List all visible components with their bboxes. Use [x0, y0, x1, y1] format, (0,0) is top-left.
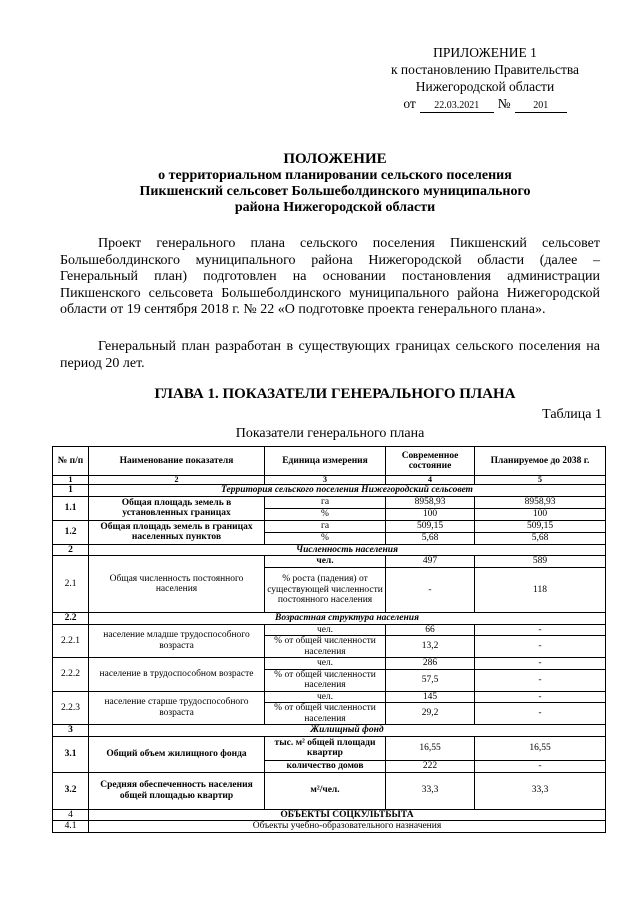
column-number-row	[53, 476, 606, 485]
planned-cell: -	[475, 636, 606, 658]
row-name: Общая площадь земель в границах населенных пунктов	[89, 520, 265, 544]
section-num: 2.2	[53, 613, 89, 625]
planned-cell: -	[475, 703, 606, 725]
current-cell: 57,5	[386, 669, 475, 691]
planned-cell: 118	[475, 568, 606, 613]
paragraph-1-text: Проект генерального плана сельского поселения Пикшенский сельсовет Большеболдинского муниципального района Нижегородской области (далее – Генеральный план) подготовлен на основании постановления администрации Пикшенского сельсовета Большеболдинского муниципального района Нижегородской области от 19 сентября 2018 г. № 22 «О подготовке проекта генерального плана».	[60, 236, 600, 317]
current-cell: 509,15	[386, 520, 475, 532]
current-cell: 286	[386, 658, 475, 670]
table-row	[53, 658, 606, 670]
current-cell: 5,68	[386, 532, 475, 544]
current-cell: 66	[386, 624, 475, 636]
header-unit: Единица измерения	[265, 447, 386, 476]
planned-cell: -	[475, 760, 606, 772]
current-cell: 497	[386, 556, 475, 568]
section-num: 2	[53, 544, 89, 556]
table-number: Таблица 1	[542, 407, 602, 422]
col-number: 3	[265, 476, 386, 485]
unit-cell: %	[265, 508, 386, 520]
current-cell: 29,2	[386, 703, 475, 725]
table-header-row	[53, 447, 606, 476]
paragraph-2	[60, 339, 600, 372]
section-title: Территория сельского поселения Нижегородский сельсовет	[89, 485, 606, 497]
table-row	[53, 520, 606, 532]
col-number: 2	[89, 476, 265, 485]
current-cell: 8958,93	[386, 496, 475, 508]
planned-cell: 16,55	[475, 736, 606, 760]
table-row	[53, 556, 606, 568]
planned-cell: 33,3	[475, 772, 606, 809]
title-line: Пикшенский сельсовет Большеболдинского муниципального	[139, 184, 531, 199]
planned-cell: -	[475, 658, 606, 670]
appendix-title: ПРИЛОЖЕНИЕ 1	[433, 45, 537, 60]
appendix-date-number	[340, 95, 630, 113]
current-cell: 33,3	[386, 772, 475, 809]
number-sign: №	[497, 96, 511, 111]
appendix-date: 22.03.2021	[420, 100, 494, 113]
planned-cell: -	[475, 624, 606, 636]
section-title: Объекты учебно-образовательного назначения	[89, 821, 606, 833]
appendix-block	[340, 44, 630, 113]
current-cell: -	[386, 568, 475, 613]
unit-cell: чел.	[265, 691, 386, 703]
planned-cell: 100	[475, 508, 606, 520]
paragraph-1	[60, 236, 600, 319]
row-num: 2.2.2	[53, 658, 89, 692]
row-num: 1.1	[53, 496, 89, 520]
row-name: население в трудоспособном возрасте	[89, 658, 265, 692]
table-row	[53, 496, 606, 508]
planned-cell: 589	[475, 556, 606, 568]
row-num: 3.1	[53, 736, 89, 772]
section-num: 3	[53, 725, 89, 737]
unit-cell: количество домов	[265, 760, 386, 772]
document-title	[40, 151, 630, 216]
table-row	[53, 736, 606, 760]
section-row	[53, 821, 606, 833]
planned-cell: 8958,93	[475, 496, 606, 508]
current-cell: 222	[386, 760, 475, 772]
col-number: 4	[386, 476, 475, 485]
paragraph-2-text: Генеральный план разработан в существующих границах сельского поселения на период 20 лет.	[60, 339, 600, 371]
unit-cell: % роста (падения) от существующей численности постоянного населения	[265, 568, 386, 613]
row-num: 3.2	[53, 772, 89, 809]
unit-cell: га	[265, 520, 386, 532]
row-num: 2.1	[53, 556, 89, 613]
section-row	[53, 544, 606, 556]
section-title: Жилищный фонд	[89, 725, 606, 737]
unit-cell: м²/чел.	[265, 772, 386, 809]
current-cell: 145	[386, 691, 475, 703]
header-num: № п/п	[53, 447, 89, 476]
unit-cell: чел.	[265, 556, 386, 568]
unit-cell: % от общей численности населения	[265, 703, 386, 725]
section-row	[53, 725, 606, 737]
row-name: Общая площадь земель в установленных границах	[89, 496, 265, 520]
title-main: ПОЛОЖЕНИЕ	[283, 151, 387, 167]
table-row	[53, 772, 606, 809]
unit-cell: га	[265, 496, 386, 508]
appendix-number: 201	[515, 100, 567, 113]
appendix-line: Нижегородской области	[415, 79, 555, 94]
section-title: ОБЪЕКТЫ СОЦКУЛЬТБЫТА	[89, 809, 606, 821]
row-name: Общая численность постоянного населения	[89, 556, 265, 613]
current-cell: 100	[386, 508, 475, 520]
current-cell: 13,2	[386, 636, 475, 658]
row-num: 1.2	[53, 520, 89, 544]
section-row	[53, 809, 606, 821]
table-row	[53, 691, 606, 703]
row-name: население младше трудоспособного возраста	[89, 624, 265, 658]
from-label: от	[403, 96, 416, 111]
title-line: о территориальном планировании сельского поселения	[158, 168, 512, 183]
section-num: 1	[53, 485, 89, 497]
section-row	[53, 485, 606, 497]
row-name: Средняя обеспеченность населения общей площадью квартир	[89, 772, 265, 809]
planned-cell: -	[475, 691, 606, 703]
col-number: 1	[53, 476, 89, 485]
section-title: Возрастная структура населения	[89, 613, 606, 625]
section-num: 4.1	[53, 821, 89, 833]
section-title: Численность населения	[89, 544, 606, 556]
indicators-table	[52, 446, 606, 833]
header-planned: Планируемое до 2038 г.	[475, 447, 606, 476]
header-current: Современное состояние	[386, 447, 475, 476]
chapter-heading: ГЛАВА 1. ПОКАЗАТЕЛИ ГЕНЕРАЛЬНОГО ПЛАНА	[154, 386, 516, 402]
title-line: района Нижегородской области	[234, 200, 436, 215]
unit-cell: чел.	[265, 624, 386, 636]
unit-cell: % от общей численности населения	[265, 669, 386, 691]
unit-cell: %	[265, 532, 386, 544]
current-cell: 16,55	[386, 736, 475, 760]
table-title: Показатели генерального плана	[235, 426, 425, 441]
row-name: Общий объем жилищного фонда	[89, 736, 265, 772]
unit-cell: тыс. м² общей площади квартир	[265, 736, 386, 760]
section-num: 4	[53, 809, 89, 821]
planned-cell: 5,68	[475, 532, 606, 544]
row-name: население старше трудоспособного возраста	[89, 691, 265, 725]
appendix-line: к постановлению Правительства	[390, 62, 580, 77]
unit-cell: чел.	[265, 658, 386, 670]
planned-cell: 509,15	[475, 520, 606, 532]
row-num: 2.2.1	[53, 624, 89, 658]
header-name: Наименование показателя	[89, 447, 265, 476]
section-row	[53, 613, 606, 625]
table-row	[53, 624, 606, 636]
col-number: 5	[475, 476, 606, 485]
row-num: 2.2.3	[53, 691, 89, 725]
planned-cell: -	[475, 669, 606, 691]
unit-cell: % от общей численности населения	[265, 636, 386, 658]
